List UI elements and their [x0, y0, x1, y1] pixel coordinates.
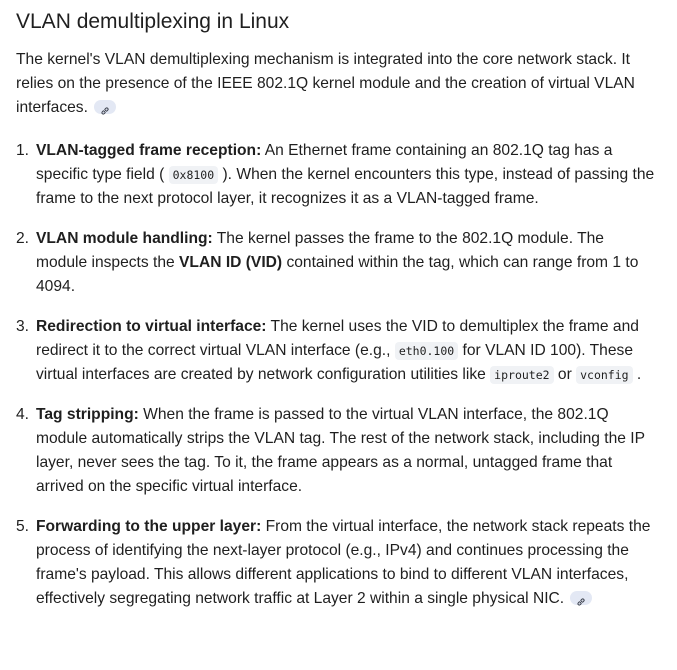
inline-code: vconfig [576, 366, 632, 384]
step-item [16, 139, 659, 211]
step-text: or [553, 366, 577, 383]
step-item [16, 403, 659, 499]
inline-code: iproute2 [490, 366, 553, 384]
link-icon [576, 597, 586, 607]
step-text: . [632, 366, 642, 383]
step-text: contained within the tag, which can range from 1 to 4094. [36, 254, 639, 295]
step-heading: VLAN module handling: [36, 230, 213, 247]
step-item [16, 227, 659, 299]
step-number: 3. [16, 318, 30, 335]
step-heading: VLAN-tagged frame reception: [36, 142, 262, 159]
inline-code: eth0.100 [395, 342, 458, 360]
step-text: An Ethernet frame containing an 802.1Q tag has a specific type field ( [36, 142, 613, 183]
source-link-chip[interactable] [94, 100, 116, 114]
step-text: ). When the kernel encounters this type, instead of passing the frame to the next protocol layer, it recognizes it as a VLAN-tagged frame. [36, 166, 655, 207]
step-number: 5. [16, 518, 30, 535]
step-heading: Tag stripping: [36, 406, 139, 423]
intro-text: The kernel's VLAN demultiplexing mechanism is integrated into the core network stack. It relies on the presence of the IEEE 802.1Q kernel module and the creation of virtual VLAN interfaces. [16, 51, 635, 116]
step-number: 4. [16, 406, 30, 423]
inline-code: 0x8100 [169, 166, 219, 184]
step-heading: Redirection to virtual interface: [36, 318, 267, 335]
step-text: The kernel passes the frame to the 802.1Q module. The module inspects the [36, 230, 604, 271]
link-icon [100, 106, 110, 116]
steps-list [16, 139, 659, 611]
bold-term: VLAN ID (VID) [179, 254, 283, 271]
step-item [16, 315, 659, 387]
step-number: 1. [16, 142, 30, 159]
section-heading: VLAN demultiplexing in Linux [16, 10, 290, 33]
step-number: 2. [16, 230, 30, 247]
step-text: The kernel uses the VID to demultiplex the frame and redirect it to the correct virtual VLAN interface (e.g., [36, 318, 639, 359]
intro-paragraph [16, 48, 659, 120]
step-text: When the frame is passed to the virtual VLAN interface, the 802.1Q module automatically strips the VLAN tag. The rest of the network stack, including the IP layer, never sees the tag. To it, the frame appears as a normal, untagged frame that arrived on the specific virtual interface. [36, 406, 645, 495]
step-text: for VLAN ID 100). These virtual interfaces are created by network configuration utilities like [36, 342, 633, 383]
step-item [16, 515, 659, 611]
source-link-chip[interactable] [570, 591, 592, 605]
step-text: From the virtual interface, the network stack repeats the process of identifying the next-layer protocol (e.g., IPv4) and continues processing the frame's payload. This allows different applications to bind to different VLAN interfaces, effectively segregating network traffic at Layer 2 within a single physical NIC. [36, 518, 651, 607]
step-heading: Forwarding to the upper layer: [36, 518, 262, 535]
